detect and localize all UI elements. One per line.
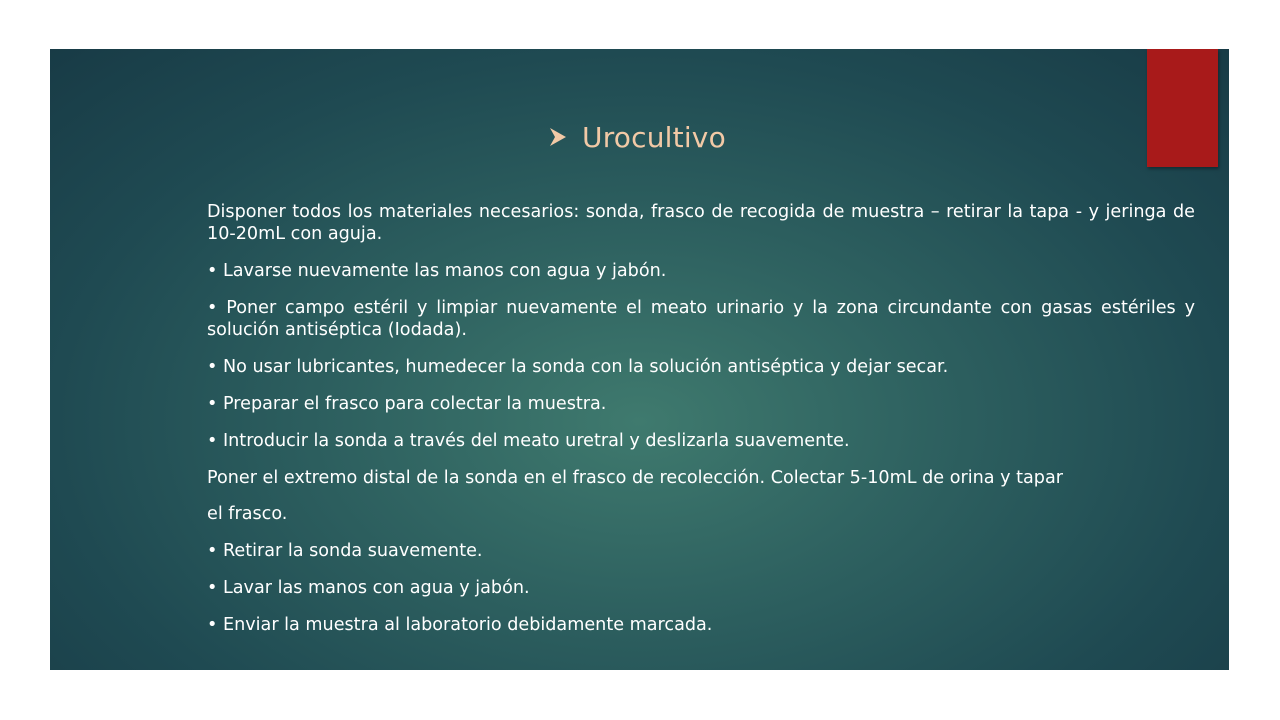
slide bbox=[50, 49, 1229, 670]
arrow-bullet-icon bbox=[548, 126, 568, 148]
slide-title: Urocultivo bbox=[582, 120, 726, 154]
paragraph: • No usar lubricantes, humedecer la sonda con la solución antiséptica y dejar secar. bbox=[207, 357, 949, 377]
paragraph: • Poner campo estéril y limpiar nuevamente el meato urinario y la zona circundante con gasas estériles y solución antiséptica (Iodada). bbox=[207, 298, 1195, 340]
paragraph: Poner el extremo distal de la sonda en el frasco de recolección. Colectar 5-10mL de orina y tapar bbox=[207, 468, 1063, 488]
paragraph: • Introducir la sonda a través del meato uretral y deslizarla suavemente. bbox=[207, 431, 850, 451]
paragraph: Disponer todos los materiales necesarios: sonda, frasco de recogida de muestra – retirar la tapa - y jeringa de 10-20mL con aguja. bbox=[207, 202, 1195, 244]
paragraph: • Lavar las manos con agua y jabón. bbox=[207, 578, 530, 598]
paragraph: el frasco. bbox=[207, 504, 288, 524]
paragraph: • Lavarse nuevamente las manos con agua y jabón. bbox=[207, 261, 667, 281]
title-row bbox=[548, 119, 726, 155]
accent-tab bbox=[1147, 49, 1218, 167]
paragraph: • Retirar la sonda suavemente. bbox=[207, 541, 483, 561]
slide-body bbox=[207, 201, 1195, 651]
paragraph: • Preparar el frasco para colectar la muestra. bbox=[207, 394, 607, 414]
paragraph: • Enviar la muestra al laboratorio debidamente marcada. bbox=[207, 615, 713, 635]
